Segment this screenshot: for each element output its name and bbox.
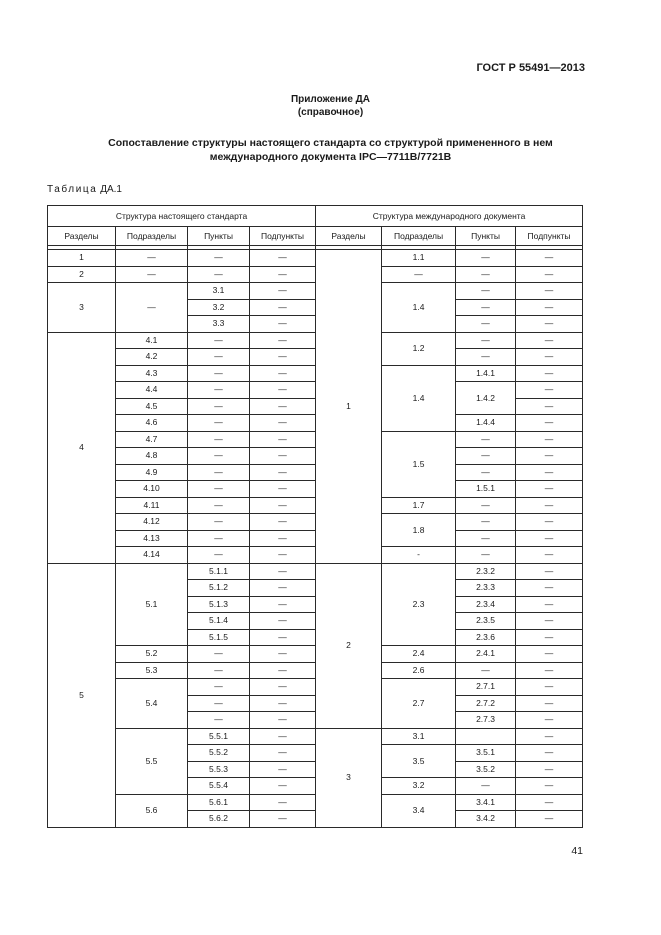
column-header: Пункты xyxy=(456,227,516,246)
column-header: Подразделы xyxy=(382,227,456,246)
table-row xyxy=(48,497,583,514)
table-cell: — xyxy=(516,530,583,547)
table-row xyxy=(48,250,583,267)
table-cell: 1.8 xyxy=(382,514,456,547)
table-cell: — xyxy=(456,662,516,679)
table-cell: — xyxy=(516,580,583,597)
table-cell: — xyxy=(516,629,583,646)
table-cell: 2.4 xyxy=(382,646,456,663)
table-cell: — xyxy=(516,497,583,514)
table-caption-number: ДА.1 xyxy=(100,184,122,195)
table-cell: — xyxy=(250,481,316,498)
table-cell: — xyxy=(250,563,316,580)
table-cell: 4.4 xyxy=(116,382,188,399)
group-header-cell: Структура международного документа xyxy=(316,206,583,227)
table-cell: — xyxy=(250,464,316,481)
table-cell: — xyxy=(188,431,250,448)
table-cell: — xyxy=(188,382,250,399)
table-cell: 3.5.2 xyxy=(456,761,516,778)
table-cell: — xyxy=(188,679,250,696)
table-cell: 5.1.3 xyxy=(188,596,250,613)
table-cell: 5.1.5 xyxy=(188,629,250,646)
table-cell: 4.12 xyxy=(116,514,188,531)
table-cell: 3.2 xyxy=(188,299,250,316)
table-cell: — xyxy=(188,415,250,432)
table-row xyxy=(48,415,583,432)
table-caption-word: Таблица xyxy=(47,184,98,195)
table-cell: — xyxy=(250,613,316,630)
table-cell: — xyxy=(516,613,583,630)
table-cell: — xyxy=(250,580,316,597)
table-cell: 2.3.6 xyxy=(456,629,516,646)
table-cell: 1.4.4 xyxy=(456,415,516,432)
table-cell: — xyxy=(516,662,583,679)
table-cell: — xyxy=(516,349,583,366)
table-cell: — xyxy=(116,266,188,283)
table-cell: 2.7.3 xyxy=(456,712,516,729)
group-header-row xyxy=(48,206,583,227)
table-cell: — xyxy=(116,250,188,267)
table-cell: — xyxy=(250,761,316,778)
table-cell: 2.3 xyxy=(382,563,456,646)
table-row xyxy=(48,283,583,300)
table-cell: — xyxy=(516,266,583,283)
table-cell: — xyxy=(188,695,250,712)
table-cell: — xyxy=(250,712,316,729)
table-cell: — xyxy=(250,695,316,712)
table-cell: 5.5.2 xyxy=(188,745,250,762)
table-cell: — xyxy=(188,497,250,514)
table-cell: — xyxy=(188,349,250,366)
table-cell: 5.1 xyxy=(116,563,188,646)
table-cell: — xyxy=(250,794,316,811)
table-cell: 4.1 xyxy=(116,332,188,349)
table-cell: — xyxy=(516,811,583,828)
table-cell: — xyxy=(250,679,316,696)
table-cell: — xyxy=(188,266,250,283)
table-cell: 4 xyxy=(48,332,116,563)
annex-kind: (справочное) xyxy=(297,107,364,118)
annex-name: Приложение ДА xyxy=(290,94,371,105)
table-row xyxy=(48,662,583,679)
table-cell: 3.4 xyxy=(382,794,456,827)
table-cell: 1.4.2 xyxy=(456,382,516,415)
table-cell: 1.7 xyxy=(382,497,456,514)
table-cell: - xyxy=(382,547,456,564)
table-row xyxy=(48,794,583,811)
table-cell: — xyxy=(516,431,583,448)
table-cell: — xyxy=(516,712,583,729)
table-cell: 5.5.1 xyxy=(188,728,250,745)
table-cell: — xyxy=(516,646,583,663)
table-cell: — xyxy=(382,266,456,283)
annex-title xyxy=(0,93,661,119)
table-cell: — xyxy=(250,283,316,300)
table-cell: 1.5 xyxy=(382,431,456,497)
table-cell: 2 xyxy=(316,563,382,728)
table-cell: — xyxy=(456,778,516,795)
table-cell: 3.5 xyxy=(382,745,456,778)
table-cell: — xyxy=(250,497,316,514)
table-cell: — xyxy=(188,530,250,547)
table-row xyxy=(48,266,583,283)
table-cell: — xyxy=(250,745,316,762)
table-cell: — xyxy=(456,316,516,333)
table-cell: 5.4 xyxy=(116,679,188,729)
table-cell: — xyxy=(516,316,583,333)
table-cell: — xyxy=(188,547,250,564)
table-cell: — xyxy=(250,398,316,415)
table-cell: 3 xyxy=(316,728,382,827)
table-cell: 5.1.2 xyxy=(188,580,250,597)
table-row xyxy=(48,563,583,580)
table-cell: 5.5 xyxy=(116,728,188,794)
table-cell: — xyxy=(188,514,250,531)
table-cell: — xyxy=(456,547,516,564)
table-cell: 4.6 xyxy=(116,415,188,432)
table-cell: 4.5 xyxy=(116,398,188,415)
table-row xyxy=(48,481,583,498)
table-cell: 4.11 xyxy=(116,497,188,514)
table-cell: — xyxy=(188,712,250,729)
table-cell: — xyxy=(516,448,583,465)
table-cell: — xyxy=(188,365,250,382)
table-cell: — xyxy=(516,679,583,696)
table-cell: — xyxy=(116,283,188,333)
table-cell: 1.4 xyxy=(382,283,456,333)
table-cell: 4.8 xyxy=(116,448,188,465)
table-row xyxy=(48,448,583,465)
table-cell: 2.4.1 xyxy=(456,646,516,663)
table-cell: — xyxy=(188,250,250,267)
table-cell: — xyxy=(516,464,583,481)
table-cell: — xyxy=(516,761,583,778)
table-cell: — xyxy=(516,299,583,316)
table-cell: — xyxy=(516,547,583,564)
table-cell: 2.3.5 xyxy=(456,613,516,630)
table-cell: — xyxy=(456,349,516,366)
table-row xyxy=(48,547,583,564)
table-cell: — xyxy=(456,464,516,481)
table-cell: 1.2 xyxy=(382,332,456,365)
table-cell: — xyxy=(250,728,316,745)
table-cell: — xyxy=(516,745,583,762)
column-header: Разделы xyxy=(316,227,382,246)
table-cell: 4.9 xyxy=(116,464,188,481)
table-cell: 5.1.1 xyxy=(188,563,250,580)
table-cell: — xyxy=(516,596,583,613)
table-cell: 3.1 xyxy=(188,283,250,300)
column-header: Разделы xyxy=(48,227,116,246)
table-cell: 4.13 xyxy=(116,530,188,547)
table-cell: 2.6 xyxy=(382,662,456,679)
table-cell: 3 xyxy=(48,283,116,333)
table-row xyxy=(48,382,583,399)
table-cell: 1 xyxy=(48,250,116,267)
table-cell: — xyxy=(456,514,516,531)
group-header-cell: Структура настоящего стандарта xyxy=(48,206,316,227)
table-cell: — xyxy=(188,464,250,481)
table-cell: — xyxy=(188,481,250,498)
table-cell: 2.7 xyxy=(382,679,456,729)
table-cell: — xyxy=(250,382,316,399)
table-cell: — xyxy=(250,530,316,547)
table-cell: — xyxy=(516,778,583,795)
table-cell: — xyxy=(188,646,250,663)
page-number: 41 xyxy=(571,845,583,857)
table-cell: — xyxy=(188,332,250,349)
table-cell: 2.3.4 xyxy=(456,596,516,613)
table-cell: 3.5.1 xyxy=(456,745,516,762)
table-cell xyxy=(456,728,516,745)
table-cell: — xyxy=(250,596,316,613)
table-row xyxy=(48,646,583,663)
table-cell: — xyxy=(250,662,316,679)
table-cell: — xyxy=(456,332,516,349)
table-cell: 5.6.1 xyxy=(188,794,250,811)
table-cell: — xyxy=(516,398,583,415)
table-cell: — xyxy=(516,563,583,580)
table-cell: — xyxy=(250,332,316,349)
table-cell: — xyxy=(250,629,316,646)
table-row xyxy=(48,332,583,349)
column-header: Подпункты xyxy=(516,227,583,246)
annex-heading-line-2: международного документа IPC—7711B/7721B xyxy=(209,151,452,163)
column-header: Подразделы xyxy=(116,227,188,246)
table-cell: — xyxy=(516,332,583,349)
table-cell: — xyxy=(516,365,583,382)
table-cell: — xyxy=(188,448,250,465)
table-cell: 2.7.2 xyxy=(456,695,516,712)
table-cell: 3.1 xyxy=(382,728,456,745)
table-cell: 5.5.3 xyxy=(188,761,250,778)
table-cell: 1.4 xyxy=(382,365,456,431)
table-cell: — xyxy=(250,646,316,663)
column-header: Пункты xyxy=(188,227,250,246)
annex-heading-line-1: Сопоставление структуры настоящего стандарта со структурой примененного в нем xyxy=(108,137,553,149)
table-cell: 1 xyxy=(316,250,382,564)
table-cell: 2 xyxy=(48,266,116,283)
table-row xyxy=(48,728,583,745)
table-cell: — xyxy=(250,266,316,283)
table-cell: 2.7.1 xyxy=(456,679,516,696)
comparison-table xyxy=(47,205,583,828)
table-cell: — xyxy=(516,794,583,811)
table-cell: 3.2 xyxy=(382,778,456,795)
table-cell: — xyxy=(250,349,316,366)
table-cell: — xyxy=(456,250,516,267)
table-row xyxy=(48,365,583,382)
table-cell: — xyxy=(456,283,516,300)
table-row xyxy=(48,349,583,366)
table-cell: 5.6 xyxy=(116,794,188,827)
column-header-row xyxy=(48,227,583,246)
table-caption xyxy=(47,184,122,195)
table-cell: — xyxy=(516,481,583,498)
table-cell: — xyxy=(516,250,583,267)
table-cell: 3.3 xyxy=(188,316,250,333)
table-cell: 4.3 xyxy=(116,365,188,382)
table-cell: — xyxy=(456,530,516,547)
table-cell: — xyxy=(516,695,583,712)
table-cell: 1.1 xyxy=(382,250,456,267)
table-cell: 1.4.1 xyxy=(456,365,516,382)
table-cell: 5.1.4 xyxy=(188,613,250,630)
table-cell: — xyxy=(250,811,316,828)
table-cell: — xyxy=(456,448,516,465)
table-cell: — xyxy=(456,299,516,316)
table-cell: — xyxy=(250,365,316,382)
table-cell: — xyxy=(456,431,516,448)
table-cell: — xyxy=(250,547,316,564)
table-cell: — xyxy=(250,431,316,448)
table-cell: 5.6.2 xyxy=(188,811,250,828)
table-cell: 4.7 xyxy=(116,431,188,448)
table-cell: 3.4.1 xyxy=(456,794,516,811)
table-cell: — xyxy=(456,266,516,283)
table-cell: 3.4.2 xyxy=(456,811,516,828)
annex-heading xyxy=(60,136,601,164)
table-cell: — xyxy=(250,415,316,432)
table-row xyxy=(48,679,583,696)
table-row xyxy=(48,530,583,547)
table-cell: 5.2 xyxy=(116,646,188,663)
table-cell: — xyxy=(188,662,250,679)
table-cell: 1.5.1 xyxy=(456,481,516,498)
table-cell: 4.2 xyxy=(116,349,188,366)
table-cell: — xyxy=(516,415,583,432)
table-cell: 2.3.3 xyxy=(456,580,516,597)
table-cell: — xyxy=(516,283,583,300)
table-cell: — xyxy=(250,250,316,267)
table-cell: — xyxy=(456,497,516,514)
table-cell: 2.3.2 xyxy=(456,563,516,580)
table-cell: — xyxy=(250,316,316,333)
table-cell: — xyxy=(188,398,250,415)
table-row xyxy=(48,514,583,531)
table-cell: 4.14 xyxy=(116,547,188,564)
table-cell: — xyxy=(516,514,583,531)
table-cell: 4.10 xyxy=(116,481,188,498)
table-row xyxy=(48,464,583,481)
table-cell: — xyxy=(250,514,316,531)
column-header: Подпункты xyxy=(250,227,316,246)
table-cell: 5.5.4 xyxy=(188,778,250,795)
table-cell: 5 xyxy=(48,563,116,827)
table-cell: — xyxy=(516,382,583,399)
table-cell: — xyxy=(250,448,316,465)
table-cell: — xyxy=(250,299,316,316)
table-cell: — xyxy=(516,728,583,745)
table-row xyxy=(48,431,583,448)
standard-designation: ГОСТ Р 55491—2013 xyxy=(476,62,585,74)
table-cell: 5.3 xyxy=(116,662,188,679)
table-cell: — xyxy=(250,778,316,795)
